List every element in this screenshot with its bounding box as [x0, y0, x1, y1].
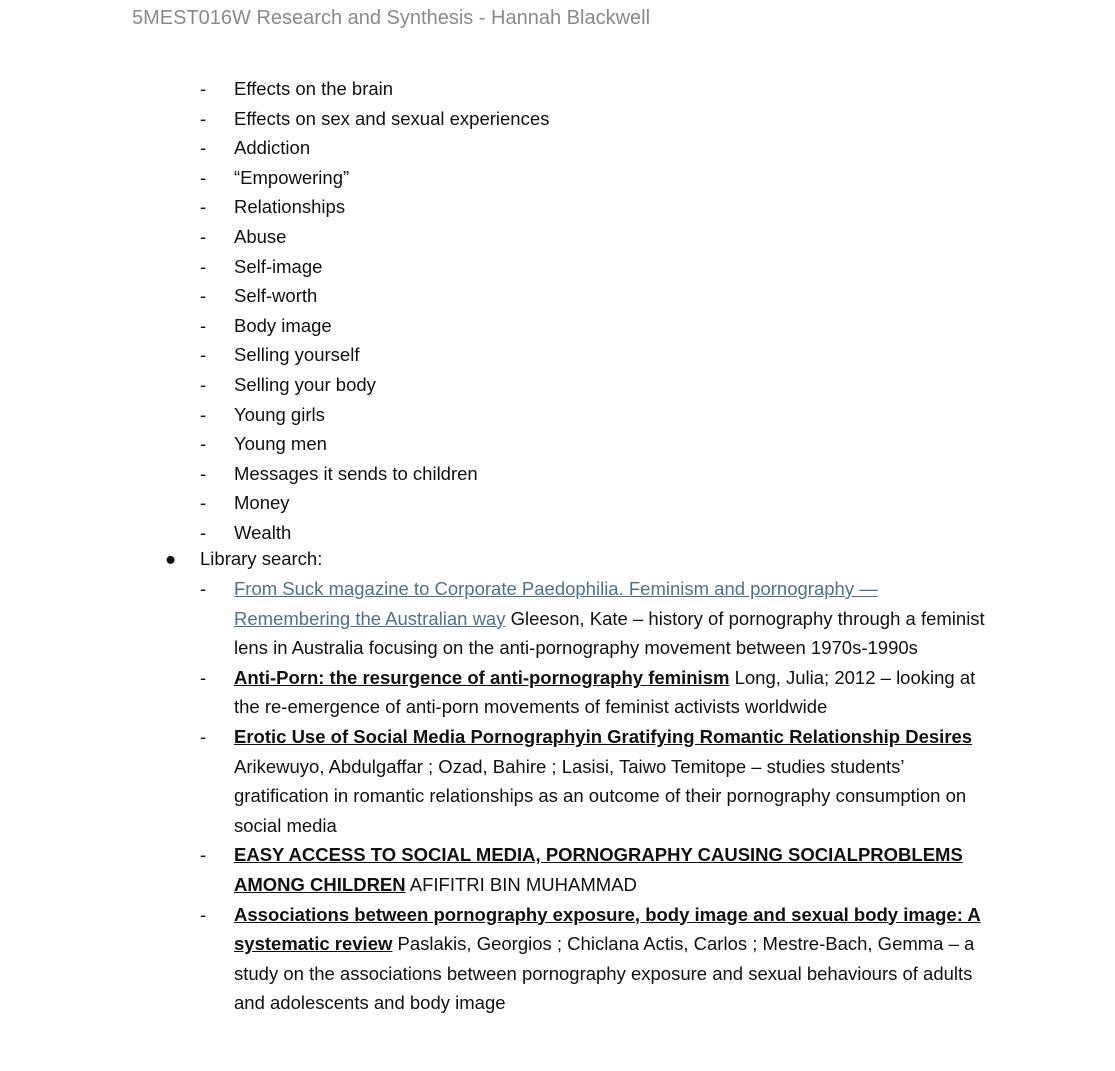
dash-marker: -	[200, 78, 207, 99]
list-item	[0, 459, 1115, 489]
list-item-text: Addiction	[234, 137, 311, 159]
list-item-text: Effects on sex and sexual experiences	[234, 107, 550, 129]
dash-marker: -	[200, 521, 207, 543]
list-item	[0, 370, 1115, 400]
list-item-text: Young men	[234, 433, 327, 455]
list-item	[0, 192, 1115, 222]
reference-description: Gleeson, Kate – history of pornography through a feminist lens in Australia focusing on the anti-pornography movement between 1970s-1990s	[234, 607, 985, 659]
library-search-label: Library search:	[200, 548, 323, 569]
reference-title: Anti-Porn: the resurgence of anti-pornography feminism	[234, 666, 730, 688]
list-item-text: Selling yourself	[234, 344, 360, 366]
list-item	[0, 488, 1115, 518]
list-item-text: Self-worth	[234, 285, 318, 307]
list-item	[0, 311, 1115, 341]
list-item-text: Wealth	[234, 521, 292, 543]
reference-description: Arikewuyo, Abdulgaffar ; Ozad, Bahire ; Lasisi, Taiwo Temitope – studies students’ gratification in romantic relationships as an outcome of their pornography consumption on social media	[234, 755, 967, 836]
dash-marker: -	[200, 578, 207, 599]
list-item-text: Selling your body	[234, 373, 376, 395]
dash-marker: -	[200, 725, 207, 747]
list-item-text: Messages it sends to children	[234, 462, 478, 484]
dash-marker: -	[200, 255, 207, 277]
reference-description: AFIFITRI BIN MUHAMMAD	[405, 873, 637, 895]
list-item	[0, 222, 1115, 252]
dash-marker: -	[200, 314, 207, 336]
dash-marker: -	[200, 433, 207, 455]
list-item	[0, 133, 1115, 163]
list-item-text: Relationships	[234, 196, 346, 218]
reference-item	[0, 663, 994, 722]
list-item-text: Self-image	[234, 255, 323, 277]
bullet-marker: ●	[165, 548, 177, 569]
dash-marker: -	[200, 492, 207, 514]
dash-marker: -	[200, 462, 207, 484]
dash-marker: -	[200, 225, 207, 247]
dash-marker: -	[200, 166, 207, 188]
reference-title: Erotic Use of Social Media Pornographyin Gratifying Romantic Relationship Desires	[234, 725, 973, 747]
list-item-text: “Empowering”	[234, 166, 350, 188]
reference-title: EASY ACCESS TO SOCIAL MEDIA, PORNOGRAPHY CAUSING SOCIALPROBLEMS AMONG CHILDREN	[234, 844, 963, 895]
list-item-text: Body image	[234, 314, 332, 336]
reference-description: Paslakis, Georgios ; Chiclana Actis, Carlos ; Mestre-Bach, Gemma – a study on the associations between pornography exposure and sexual behaviours of adults and adolescents and body image	[234, 933, 975, 1014]
page-header: 5MEST016W Research and Synthesis - Hannah Blackwell	[132, 7, 651, 29]
dash-marker: -	[200, 137, 207, 159]
list-item-text: Young girls	[234, 403, 325, 425]
dash-marker: -	[200, 285, 207, 307]
list-item-text: Effects on the brain	[234, 78, 394, 99]
dash-marker: -	[200, 373, 207, 395]
reference-title: Associations between pornography exposure, body image and sexual body image: A systematic review	[234, 903, 981, 955]
dash-marker: -	[200, 903, 207, 925]
reference-item	[0, 900, 994, 1018]
reference-item	[0, 840, 994, 899]
dash-marker: -	[200, 844, 207, 866]
dash-marker: -	[200, 666, 207, 688]
dash-marker: -	[200, 344, 207, 366]
list-item	[0, 281, 1115, 311]
dash-marker: -	[200, 107, 207, 129]
dash-marker: -	[200, 196, 207, 218]
reference-list	[0, 574, 1115, 1018]
topic-list	[0, 74, 1115, 548]
list-item-text: Money	[234, 492, 290, 514]
reference-link[interactable]: From Suck magazine to Corporate Paedophilia. Feminism and pornography — Remembering the Australian way	[234, 578, 878, 629]
list-item	[0, 340, 1115, 370]
list-item	[0, 163, 1115, 193]
reference-item	[0, 574, 994, 663]
dash-marker: -	[200, 403, 207, 425]
reference-item	[0, 722, 994, 840]
list-item	[0, 74, 1115, 104]
list-item	[0, 252, 1115, 282]
list-item	[0, 400, 1115, 430]
list-item	[0, 429, 1115, 459]
list-item	[0, 104, 1115, 134]
reference-description: Long, Julia; 2012 – looking at the re-emergence of anti-porn movements of feminist activists worldwide	[234, 666, 976, 718]
list-item-text: Abuse	[234, 225, 287, 247]
